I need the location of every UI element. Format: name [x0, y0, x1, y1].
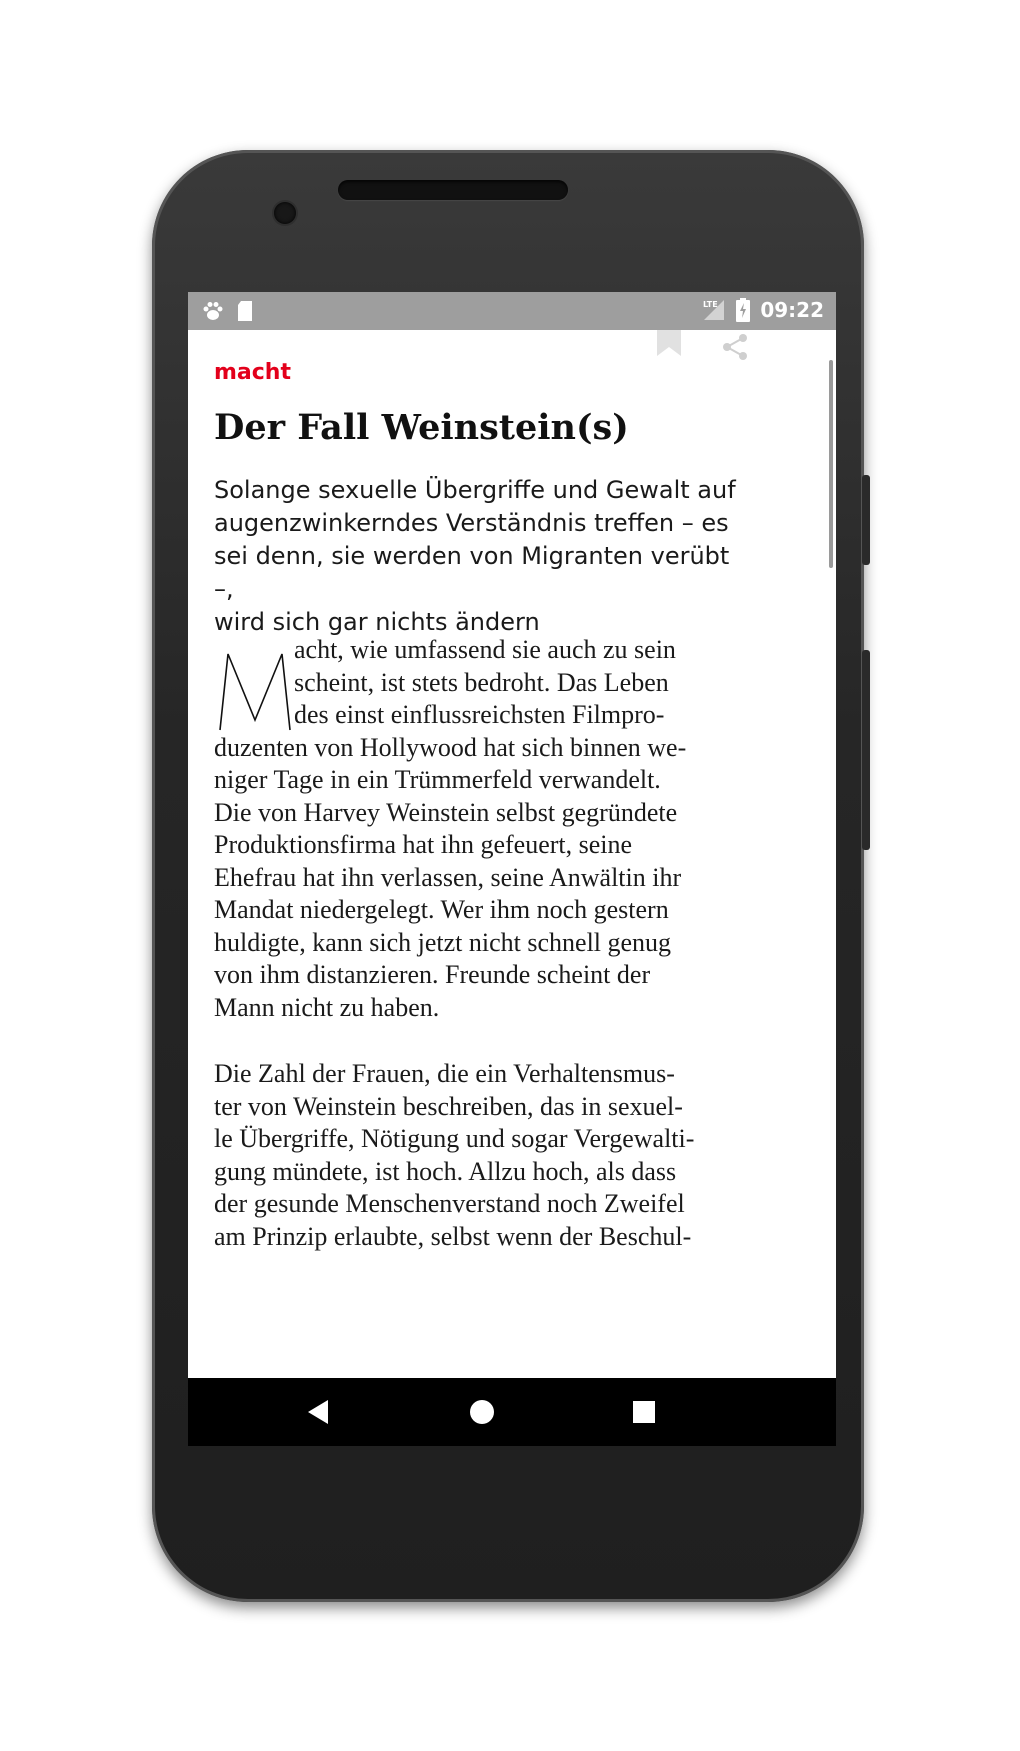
lead-line: augenzwinkerndes Verständnis treffen – es — [214, 509, 729, 537]
paragraph-line: scheint, ist stets bedroht. Das Leben — [294, 667, 669, 697]
paragraph-line: Die von Harvey Weinstein selbst gegründete — [214, 797, 678, 827]
scrollbar[interactable] — [829, 360, 833, 568]
paragraph-line: am Prinzip erlaubte, selbst wenn der Beschul- — [214, 1221, 692, 1251]
article-title: Der Fall Weinstein(s) — [214, 407, 629, 448]
power-button — [862, 650, 870, 850]
bookmark-icon[interactable] — [654, 330, 684, 358]
lte-signal-icon — [700, 298, 726, 322]
home-icon — [469, 1399, 495, 1425]
svg-text:LTE: LTE — [703, 300, 719, 309]
screen — [188, 292, 836, 1446]
phone-frame — [152, 150, 864, 1602]
navigation-bar — [188, 1378, 836, 1446]
paragraph-line: acht, wie umfassend sie auch zu sein — [294, 635, 676, 664]
article-paragraph — [214, 1058, 774, 1253]
lead-line: wird sich gar nichts ändern — [214, 608, 540, 636]
paw-icon — [202, 300, 224, 322]
home-button[interactable] — [462, 1392, 502, 1432]
lead-line: Solange sexuelle Übergriffe und Gewalt auf — [214, 476, 736, 504]
paragraph-line: Mandat niedergelegt. Wer ihm noch gestern — [214, 895, 669, 924]
front-camera — [274, 202, 296, 224]
article-kicker[interactable]: macht — [214, 360, 291, 385]
paragraph-line: le Übergriffe, Nötigung und sogar Vergewalti- — [214, 1124, 695, 1153]
lead-line: sei denn, sie werden von Migranten verübt –, — [214, 542, 730, 603]
status-bar — [188, 292, 836, 330]
paragraph-line: Die Zahl der Frauen, die ein Verhaltensmus- — [214, 1059, 675, 1088]
paragraph-line: huldigte, kann sich jetzt nicht schnell genug — [214, 927, 672, 957]
recents-button[interactable] — [624, 1392, 664, 1432]
back-icon — [306, 1399, 330, 1425]
paragraph-line: ter von Weinstein beschreiben, das in sexuel- — [214, 1091, 683, 1121]
paragraph-line: gung mündete, ist hoch. Allzu hoch, als dass — [214, 1156, 677, 1186]
paragraph-line: von ihm distanzieren. Freunde scheint der — [214, 960, 651, 989]
sd-card-icon — [236, 300, 254, 322]
status-time: 09:22 — [760, 298, 824, 322]
back-button[interactable] — [298, 1392, 338, 1432]
share-icon[interactable] — [720, 332, 750, 362]
paragraph-line: Mann nicht zu haben. — [214, 992, 440, 1022]
paragraph-line: Produktionsfirma hat ihn gefeuert, seine — [214, 830, 633, 859]
volume-button — [862, 475, 870, 565]
article-paragraph — [214, 634, 774, 1024]
paragraph-line: der gesunde Menschenverstand noch Zweifel — [214, 1189, 685, 1218]
paragraph-line: duzenten von Hollywood hat sich binnen we- — [214, 732, 687, 762]
paragraph-line: Ehefrau hat ihn verlassen, seine Anwältin ihr — [214, 862, 682, 892]
paragraph-line: niger Tage in ein Trümmerfeld verwandelt. — [214, 765, 661, 794]
battery-charging-icon — [736, 298, 750, 322]
article-lead — [214, 474, 754, 639]
earpiece-speaker — [338, 180, 568, 200]
article-view[interactable] — [188, 330, 836, 1378]
paragraph-line: des einst einflussreichsten Filmpro- — [294, 700, 665, 729]
recents-icon — [633, 1401, 655, 1423]
